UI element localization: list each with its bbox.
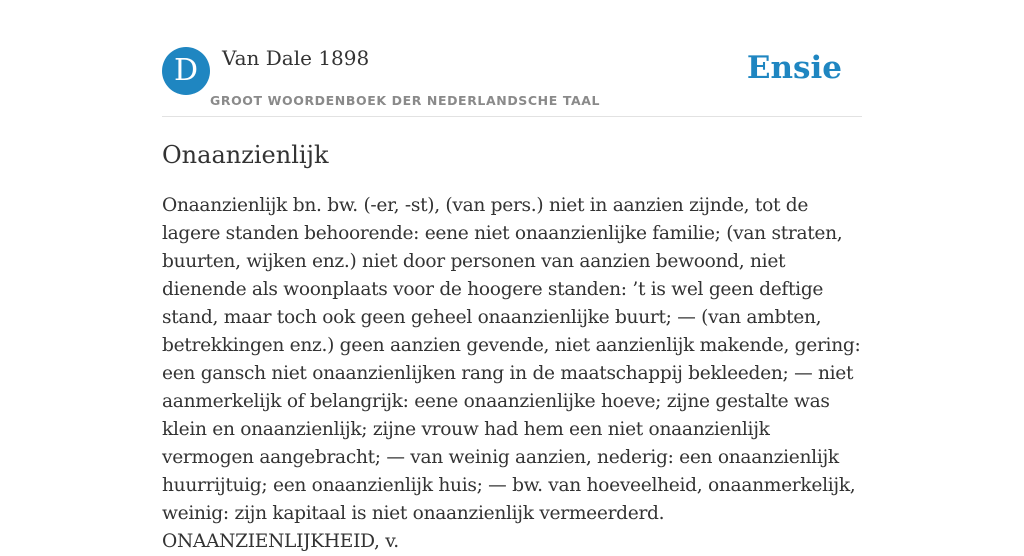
dictionary-title[interactable]: Van Dale 1898 — [222, 46, 370, 70]
dictionary-subtitle: GROOT WOORDENBOEK DER NEDERLANDSCHE TAAL — [210, 93, 601, 108]
dictionary-header — [162, 46, 862, 117]
ensie-logo[interactable]: Ensie — [746, 50, 842, 86]
entry-headword: Onaanzienlijk — [162, 141, 329, 169]
entry-definition: Onaanzienlijk bn. bw. (-er, -st), (van pers.) niet in aanzien zijnde, tot de lagere standen behoorende: eene niet onaanzienlijke familie; (van straten, buurten, wijken enz.) niet door personen van aanzien bewoond, niet dienende als woonplaats voor de hoogere standen: ’t is wel geen deftige stand, maar toch ook geen geheel onaanzienlijke buurt; — (van ambten, betrekkingen enz.) geen aanzien gevende, niet aanzienlijk makende, gering: een gansch niet onaanzienlijken rang in de maatschappij bekleeden; — niet aanmerkelijk of belangrijk: eene onaanzienlijke hoeve; zijne gestalte was klein en onaanzienlijk; zijne vrouw had hem een niet onaanzienlijk vermogen aangebracht; — van weinig aanzien, nederig: een onaanzienlijk huurrijtuig; een onaanzienlijk huis; — bw. van hoeveelheid, onaanmerkelijk, weinig: zijn kapitaal is niet onaanzienlijk vermeerderd. ONAANZIENLIJKHEID, v. — [162, 195, 861, 552]
dictionary-avatar[interactable]: D — [162, 47, 210, 95]
